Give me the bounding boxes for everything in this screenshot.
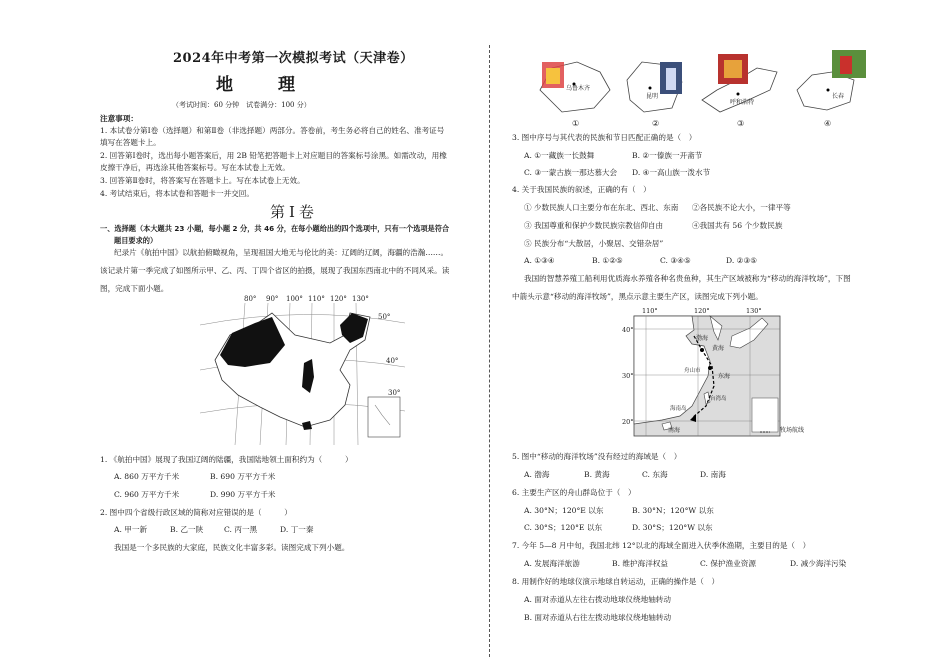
lon-label: 120° xyxy=(694,307,710,315)
passage-text: 我国的智慧养殖工船利用优质海水养殖各种名贵鱼种，其生产区域被称为“移动的海洋牧场”，下图 xyxy=(524,274,851,283)
subject-title: 地 理 xyxy=(216,75,309,95)
passage-text: 中箭头示意“移动的海洋牧场”，黑点示意主要生产区，读图完成下列小题。 xyxy=(512,292,763,301)
city-label: 呼和浩特 xyxy=(730,99,755,106)
sea-label-bohai: 渤海 xyxy=(696,335,709,342)
lat-label: 40° xyxy=(386,357,399,365)
map-number: ② xyxy=(652,119,660,128)
statement: ⑤ 民族分布“大散居，小聚居、交错杂居” xyxy=(524,239,664,248)
option-a: A. 面对赤道从左往右拨动地球仪绕地轴转动 xyxy=(524,595,671,604)
question-stem: 3. 图中序号与其代表的民族和节日匹配正确的是（ ） xyxy=(512,133,697,142)
lon-label: 80° xyxy=(244,295,257,303)
option-b: B. ①②⑤ xyxy=(592,256,623,265)
map-number: ③ xyxy=(737,119,745,128)
lon-label: 130° xyxy=(746,307,762,315)
option-c: C. 30°S；120°E 以东 xyxy=(524,523,603,532)
passage-text: 纪录片《航拍中国》以航拍俯瞰视角，呈现祖国大地无与伦比的美：辽阔的辽阔，海疆的浩瀚……。 xyxy=(114,248,449,257)
lon-label: 110° xyxy=(642,307,658,315)
ethnic-photo-4-detail xyxy=(840,56,852,74)
province-map-4 xyxy=(797,50,866,110)
sea-ranch-map xyxy=(622,306,782,438)
passage-text: 我国是一个多民族的大家庭，民族文化丰富多彩。读图完成下列小题。 xyxy=(114,543,350,552)
question-stem: 6. 主要生产区的舟山群岛位于（ ） xyxy=(512,488,636,497)
right-column xyxy=(492,0,950,672)
option-b: B. 黄海 xyxy=(584,470,610,479)
lat-label: 40° xyxy=(622,326,634,334)
ethnic-photo-2-detail xyxy=(666,68,676,90)
production-point xyxy=(708,366,712,370)
statement: ③ 我国尊重和保护少数民族宗教信仰自由 xyxy=(524,221,664,230)
place-label-zhoushan: 舟山市 xyxy=(684,368,701,374)
province-maps-row xyxy=(532,50,872,130)
option-a: A. 860 万平方千米 xyxy=(114,472,180,481)
note-line: 2. 回答第Ⅰ卷时，选出每小题答案后，用 2B 铅笔把答题卡上对应题目的答案标号涂黑。如需改动，用橡 xyxy=(100,151,447,160)
option-d: D. 减少海洋污染 xyxy=(790,559,847,568)
lon-label: 100° xyxy=(286,295,303,303)
ethnic-photo-1-detail xyxy=(546,68,560,84)
passage-text: 该记录片第一季完成了如图所示甲、乙、丙、丁四个省区的拍摄，展现了我国东西南北中的不同风采。读 xyxy=(100,266,450,275)
notes-heading: 注意事项： xyxy=(100,114,138,123)
lon-label: 130° xyxy=(352,295,369,303)
province-map-2 xyxy=(627,62,682,112)
china-province-map xyxy=(200,295,410,445)
question-stem: 2. 图中四个省级行政区域的简称对应错误的是（ ） xyxy=(100,508,292,517)
lat-label: 50° xyxy=(378,313,391,321)
option-b: B. 690 万平方千米 xyxy=(210,472,276,481)
question-stem: 5. 图中“移动的海洋牧场”没有经过的海域是（ ） xyxy=(512,452,682,461)
section-instructions: 一、选择题（本大题共 23 小题，每小题 2 分，共 46 分，在每小题给出的四个选项中，只有一个选项是符合 xyxy=(100,224,450,233)
option-c: C. 丙一黑 xyxy=(224,525,258,534)
passage-text: 图，完成下面小题。 xyxy=(100,284,169,293)
option-d: D. ④一高山族一泼水节 xyxy=(632,168,711,177)
option-c: C. 960 万平方千米 xyxy=(114,490,180,499)
question-stem: 1. 《航拍中国》展现了我国辽阔的陆疆，我国陆地领土面积约为（ ） xyxy=(100,455,353,464)
option-a: A. ①一藏族一长鼓舞 xyxy=(524,151,595,160)
map-number: ① xyxy=(572,119,580,128)
option-d: D. 990 万平方千米 xyxy=(210,490,276,499)
lat-label: 30° xyxy=(622,372,634,380)
option-b: B. ②一傣族一开斋节 xyxy=(632,151,703,160)
sea-label-huanghai: 黄海 xyxy=(712,345,725,352)
option-b: B. 30°N；120°W 以东 xyxy=(632,506,714,515)
exam-title: 2024年中考第一次模拟考试（天津卷） xyxy=(173,51,414,66)
option-d: D. 丁一秦 xyxy=(280,525,314,534)
option-a: A. ①③④ xyxy=(524,256,555,265)
section-instructions: 题目要求的） xyxy=(114,236,158,245)
option-d: D. 30°S；120°W 以东 xyxy=(632,523,713,532)
place-label-hainan: 海南岛 xyxy=(670,406,687,412)
production-point xyxy=(700,348,704,352)
question-stem: 7. 今年 5—8 月中旬，我国北纬 12°以北的海域全面进入伏季休渔期，主要目的是（ ） xyxy=(512,541,811,550)
lat-label: 20° xyxy=(622,418,634,426)
south-sea-inset xyxy=(752,398,778,432)
option-c: C. 保护渔业资源 xyxy=(700,559,756,568)
option-d: D. ②③⑤ xyxy=(726,256,758,265)
statement: ②各民族不论大小，一律平等 xyxy=(692,203,791,212)
lon-label: 110° xyxy=(308,295,325,303)
note-line: 3. 回答第Ⅱ卷时，将答案写在答题卡上。写在本试卷上无效。 xyxy=(100,176,305,185)
city-label: 昆明 xyxy=(646,93,659,100)
option-b: B. 面对赤道从右往左拨动地球仪绕地轴转动 xyxy=(524,613,672,622)
option-c: C. 东海 xyxy=(642,470,668,479)
note-line: 皮擦干净后，再选涂其他答案标号。写在本试卷上无效。 xyxy=(100,163,290,172)
lon-label: 90° xyxy=(266,295,279,303)
option-a: A. 发展海洋旅游 xyxy=(524,559,580,568)
question-stem: 4. 关于我国民族的叙述，正确的有（ ） xyxy=(512,185,651,194)
sea-label-nanhai: 南海 xyxy=(668,427,681,434)
option-c: C. ③④⑤ xyxy=(660,256,691,265)
map-legend: 牧场航线 xyxy=(780,427,805,434)
question-stem: 8. 用制作好的地球仪演示地球自转运动，正确的操作是（ ） xyxy=(512,577,720,586)
city-label: 乌鲁木齐 xyxy=(566,85,591,92)
option-b: B. 乙一陕 xyxy=(170,525,204,534)
south-sea-inset xyxy=(368,397,400,437)
note-line: 4. 考试结束后，将本试卷和答题卡一并交回。 xyxy=(100,189,254,198)
exam-info: （考试时间：60 分钟 试卷满分：100 分） xyxy=(172,101,311,109)
option-a: A. 30°N；120°E 以东 xyxy=(524,506,604,515)
statement: ④我国共有 56 个少数民族 xyxy=(692,221,783,230)
option-d: D. 南海 xyxy=(700,470,726,479)
place-label-taiwan: 台湾岛 xyxy=(710,396,727,402)
ethnic-photo-3-detail xyxy=(724,60,742,78)
map-number: ④ xyxy=(824,119,832,128)
note-line: 填写在答题卡上。 xyxy=(100,138,161,147)
city-label: 长春 xyxy=(832,93,845,100)
sea-label-donghai: 东海 xyxy=(718,373,731,380)
note-line: 1. 本试卷分第Ⅰ卷（选择题）和第Ⅱ卷（非选择题）两部分。答卷前，考生务必将自己的姓名、准考证号 xyxy=(100,126,445,135)
section-title: 第Ⅰ卷 xyxy=(270,203,318,221)
lat-label: 30° xyxy=(388,389,401,397)
option-c: C. ③一蒙古族一那达慕大会 xyxy=(524,168,618,177)
lon-label: 120° xyxy=(330,295,347,303)
option-a: A. 甲一新 xyxy=(114,525,148,534)
option-a: A. 渤海 xyxy=(524,470,550,479)
statement: ① 少数民族人口主要分布在东北、西北、东南 xyxy=(524,203,679,212)
option-b: B. 维护海洋权益 xyxy=(612,559,668,568)
